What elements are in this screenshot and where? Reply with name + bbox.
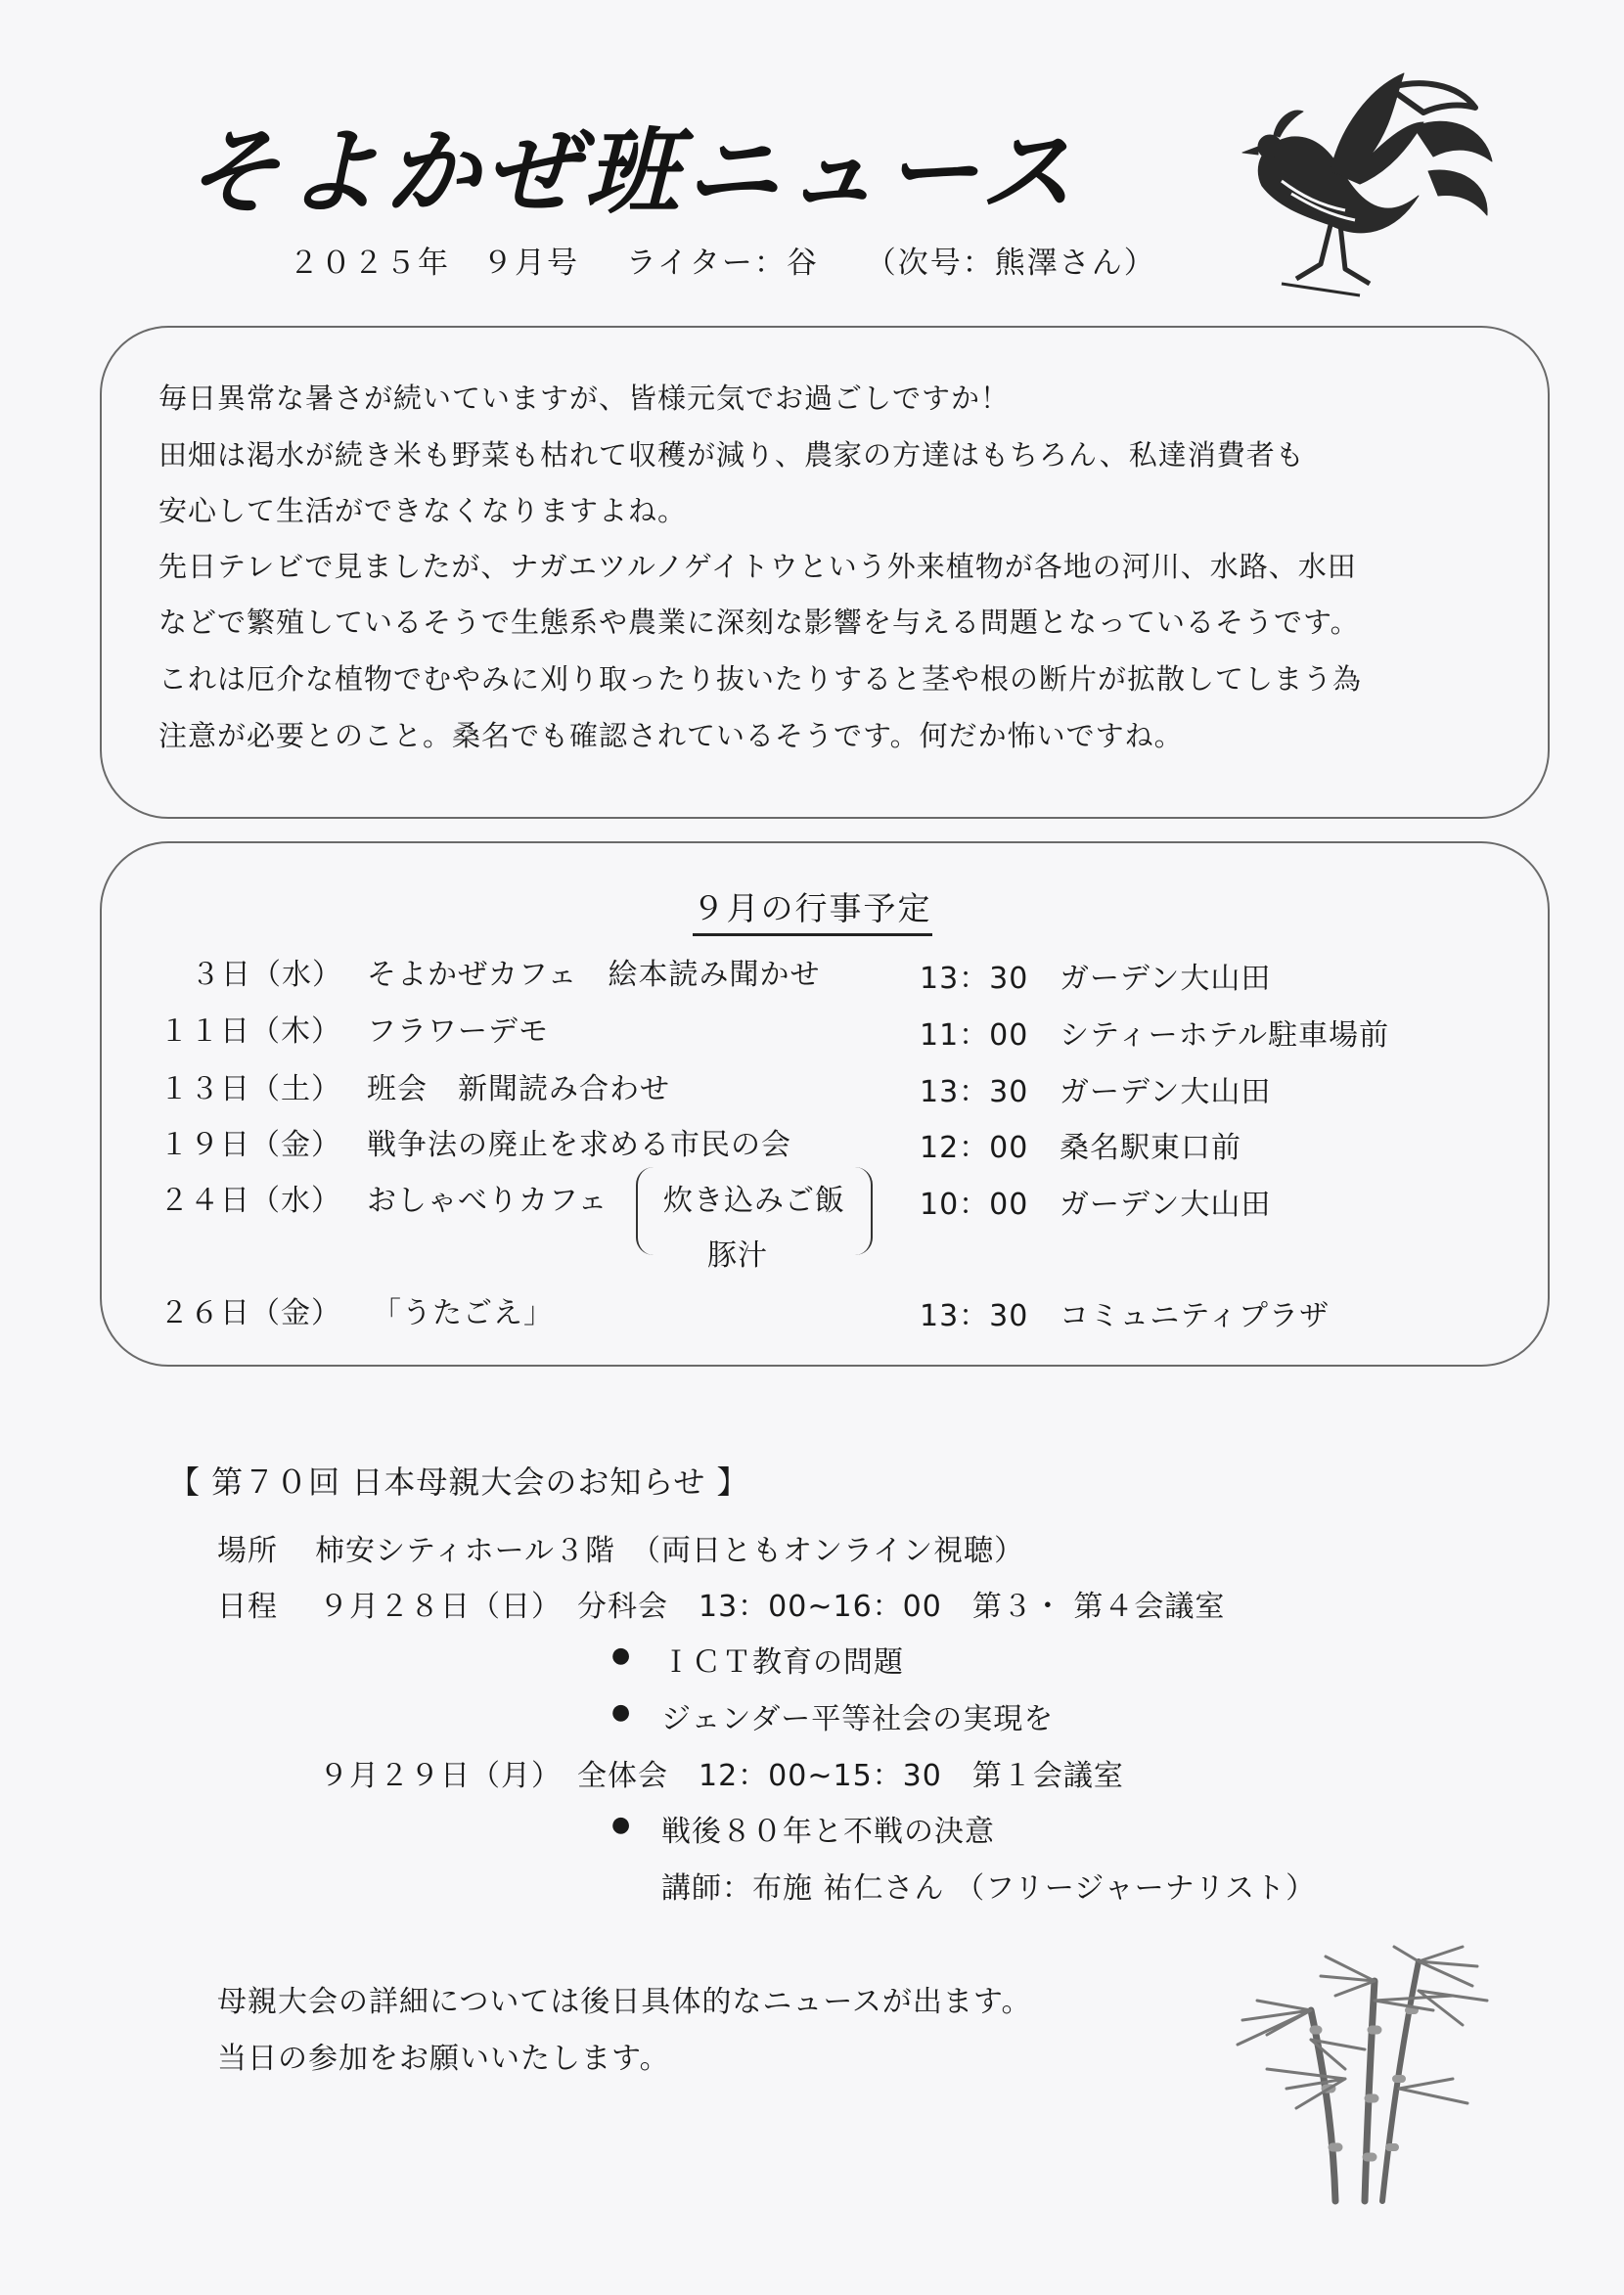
event-date: ２４日（水） — [159, 1184, 341, 1218]
intro-line: 先日テレビで見ましたが、ナガエツルノゲイトウという外来植物が各地の河川、水路、水田 — [158, 550, 1357, 583]
event-name: おしゃべりカフェ — [367, 1184, 609, 1218]
event-place: ガーデン大山田 — [1060, 962, 1272, 996]
menu-item: 炊き込みご飯 — [663, 1184, 845, 1218]
event-time: 11：00 — [920, 1018, 1029, 1053]
event-place: コミュニティプラザ — [1060, 1299, 1330, 1333]
event-time: 13：30 — [920, 962, 1029, 996]
event-date: ２６日（金） — [159, 1296, 341, 1330]
intro-line: などで繁殖しているそうで生態系や農業に深刻な影響を与える問題となっているそうです。 — [158, 606, 1360, 639]
next-issue-writer: （次号：熊澤さん） — [865, 246, 1156, 281]
bullet-icon: ● — [611, 1813, 632, 1837]
newsletter-title: そよかぜ班ニュース — [186, 116, 1080, 227]
phoenix-illustration — [1223, 68, 1502, 308]
event-name: フラワーデモ — [367, 1014, 549, 1049]
venue-label: 場所 — [217, 1534, 278, 1568]
event-name: そよかぜカフェ 絵本読み聞かせ — [367, 958, 821, 992]
notice-heading: 【 第７０回 日本母親大会のお知らせ 】 — [168, 1463, 749, 1501]
event-time: 10：00 — [920, 1188, 1029, 1222]
event-name: 戦争法の廃止を求める市民の会 — [367, 1128, 791, 1162]
intro-line: 注意が必要とのこと。桑名でも確認されているそうです。何だか怖いですね。 — [158, 719, 1184, 752]
intro-line: 安心して生活ができなくなりますよね。 — [158, 494, 688, 527]
event-date: １３日（土） — [159, 1072, 341, 1106]
schedule-title: ９月の行事予定 — [0, 883, 1624, 936]
event-name: 「うたごえ」 — [372, 1296, 554, 1330]
footer-line: 母親大会の詳細については後日具体的なニュースが出ます。 — [217, 1985, 1032, 2019]
event-time: 12：00 — [920, 1131, 1029, 1165]
day2-line: ９月２９日（月） 全体会 12：00~15：30 第１会議室 — [319, 1759, 1124, 1793]
event-place: 桑名駅東口前 — [1060, 1131, 1241, 1165]
event-name: 班会 新聞読み合わせ — [367, 1072, 670, 1106]
issue-date: ２０２５年 ９月号 — [289, 246, 579, 281]
bullet-icon: ● — [611, 1700, 632, 1725]
event-time: 13：30 — [920, 1075, 1029, 1109]
writer-credit: ライター：谷 — [625, 246, 819, 281]
event-place: ガーデン大山田 — [1060, 1075, 1272, 1109]
event-date: １１日（木） — [159, 1014, 341, 1049]
event-time: 13：30 — [920, 1299, 1029, 1333]
intro-line: 毎日異常な暑さが続いていますが、皆様元気でお過ごしですか！ — [158, 382, 1011, 415]
footer-line: 当日の参加をお願いいたします。 — [217, 2042, 670, 2076]
event-place: シティーホテル駐車場前 — [1060, 1018, 1390, 1053]
bamboo-illustration — [1228, 1942, 1497, 2206]
bullet-icon: ● — [611, 1643, 632, 1668]
topic-item: ＩＣＴ教育の問題 — [661, 1645, 904, 1680]
venue-text: 柿安シティホール３階 （両日ともオンライン視聴） — [315, 1534, 1025, 1568]
menu-item: 豚汁 — [707, 1238, 768, 1273]
schedule-label: 日程 — [217, 1590, 278, 1624]
intro-line: 田畑は渇水が続き米も野菜も枯れて収穫が減り、農家の方達はもちろん、私達消費者も — [158, 438, 1305, 472]
topic-item: 戦後８０年と不戦の決意 — [661, 1815, 995, 1849]
issue-info — [289, 238, 1156, 282]
intro-line: これは厄介な植物でむやみに刈り取ったり抜いたりすると茎や根の断片が拡散してしまう為 — [158, 662, 1363, 696]
event-date: ３日（水） — [191, 958, 342, 992]
event-place: ガーデン大山田 — [1060, 1188, 1272, 1222]
event-date: １９日（金） — [159, 1128, 341, 1162]
topic-item: ジェンダー平等社会の実現を — [661, 1702, 1055, 1736]
day1-line: ９月２８日（日） 分科会 13：00~16：00 第３・ 第４会議室 — [319, 1590, 1226, 1624]
speaker-line: 講師：布施 祐仁さん （フリージャーナリスト） — [661, 1871, 1317, 1906]
